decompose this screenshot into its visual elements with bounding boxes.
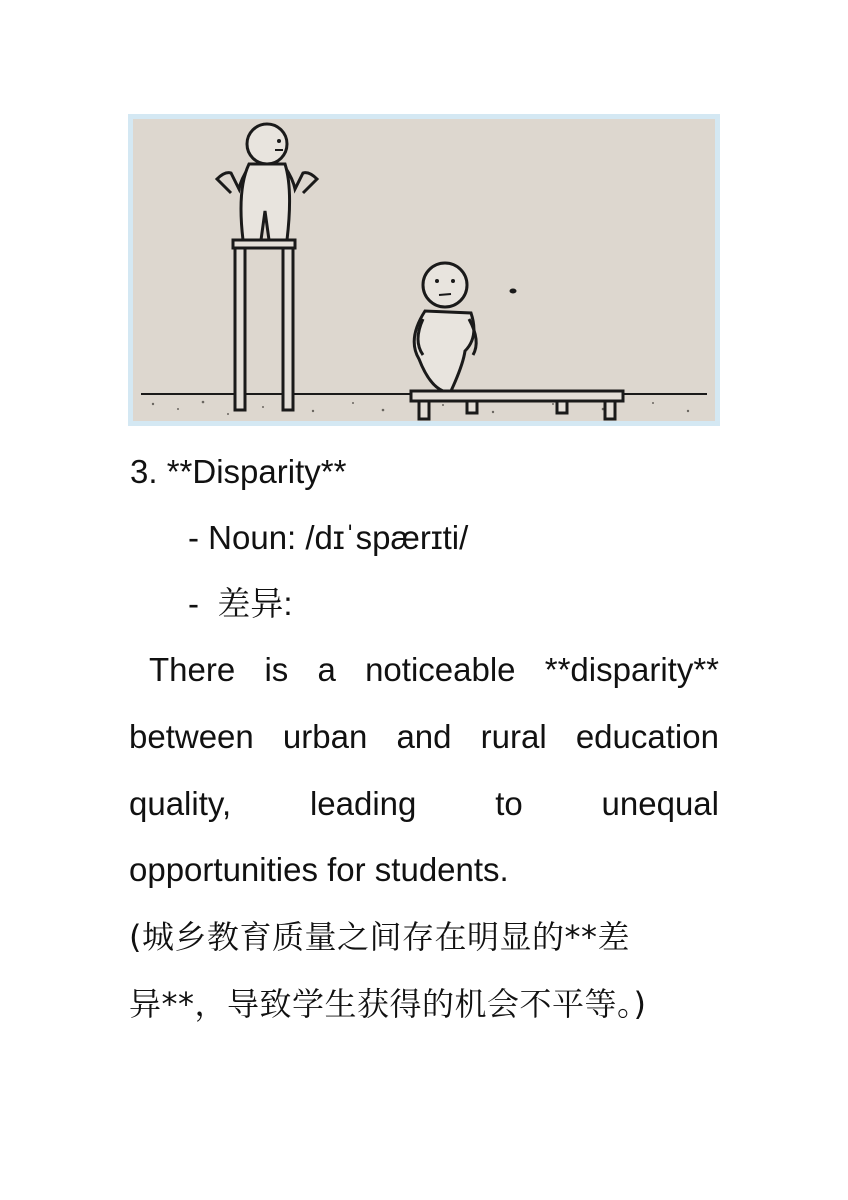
disparity-illustration [128, 114, 720, 426]
word: and [396, 718, 452, 755]
word: unequal [601, 785, 719, 822]
word: is [264, 651, 289, 688]
word: There [149, 651, 236, 688]
word: rural [480, 718, 547, 755]
translation-line-1: (城乡教育质量之间存在明显的**差 [129, 918, 630, 956]
example-sentence-line-3 [129, 784, 719, 824]
word: noticeable [365, 651, 516, 688]
word: between [129, 718, 254, 755]
word: quality, [129, 785, 232, 822]
part-of-speech-pronunciation: - Noun: /dɪˈspærɪti/ [188, 519, 469, 556]
entry-heading: 3. **Disparity** [130, 453, 347, 490]
word: a [317, 651, 336, 688]
word: to [495, 785, 523, 822]
translation-line-2: 异**，导致学生获得的机会不平等。) [129, 985, 647, 1023]
word: urban [282, 718, 368, 755]
word: education [575, 718, 719, 755]
example-sentence-line-1 [129, 650, 719, 690]
example-sentence-line-4: opportunities for students. [129, 851, 509, 888]
example-sentence-line-2 [129, 717, 719, 757]
word: leading [309, 785, 417, 822]
cartoon-figures-drawing [133, 119, 715, 421]
chinese-meaning-label: - 差异: [188, 585, 293, 622]
word: **disparity** [544, 651, 719, 688]
